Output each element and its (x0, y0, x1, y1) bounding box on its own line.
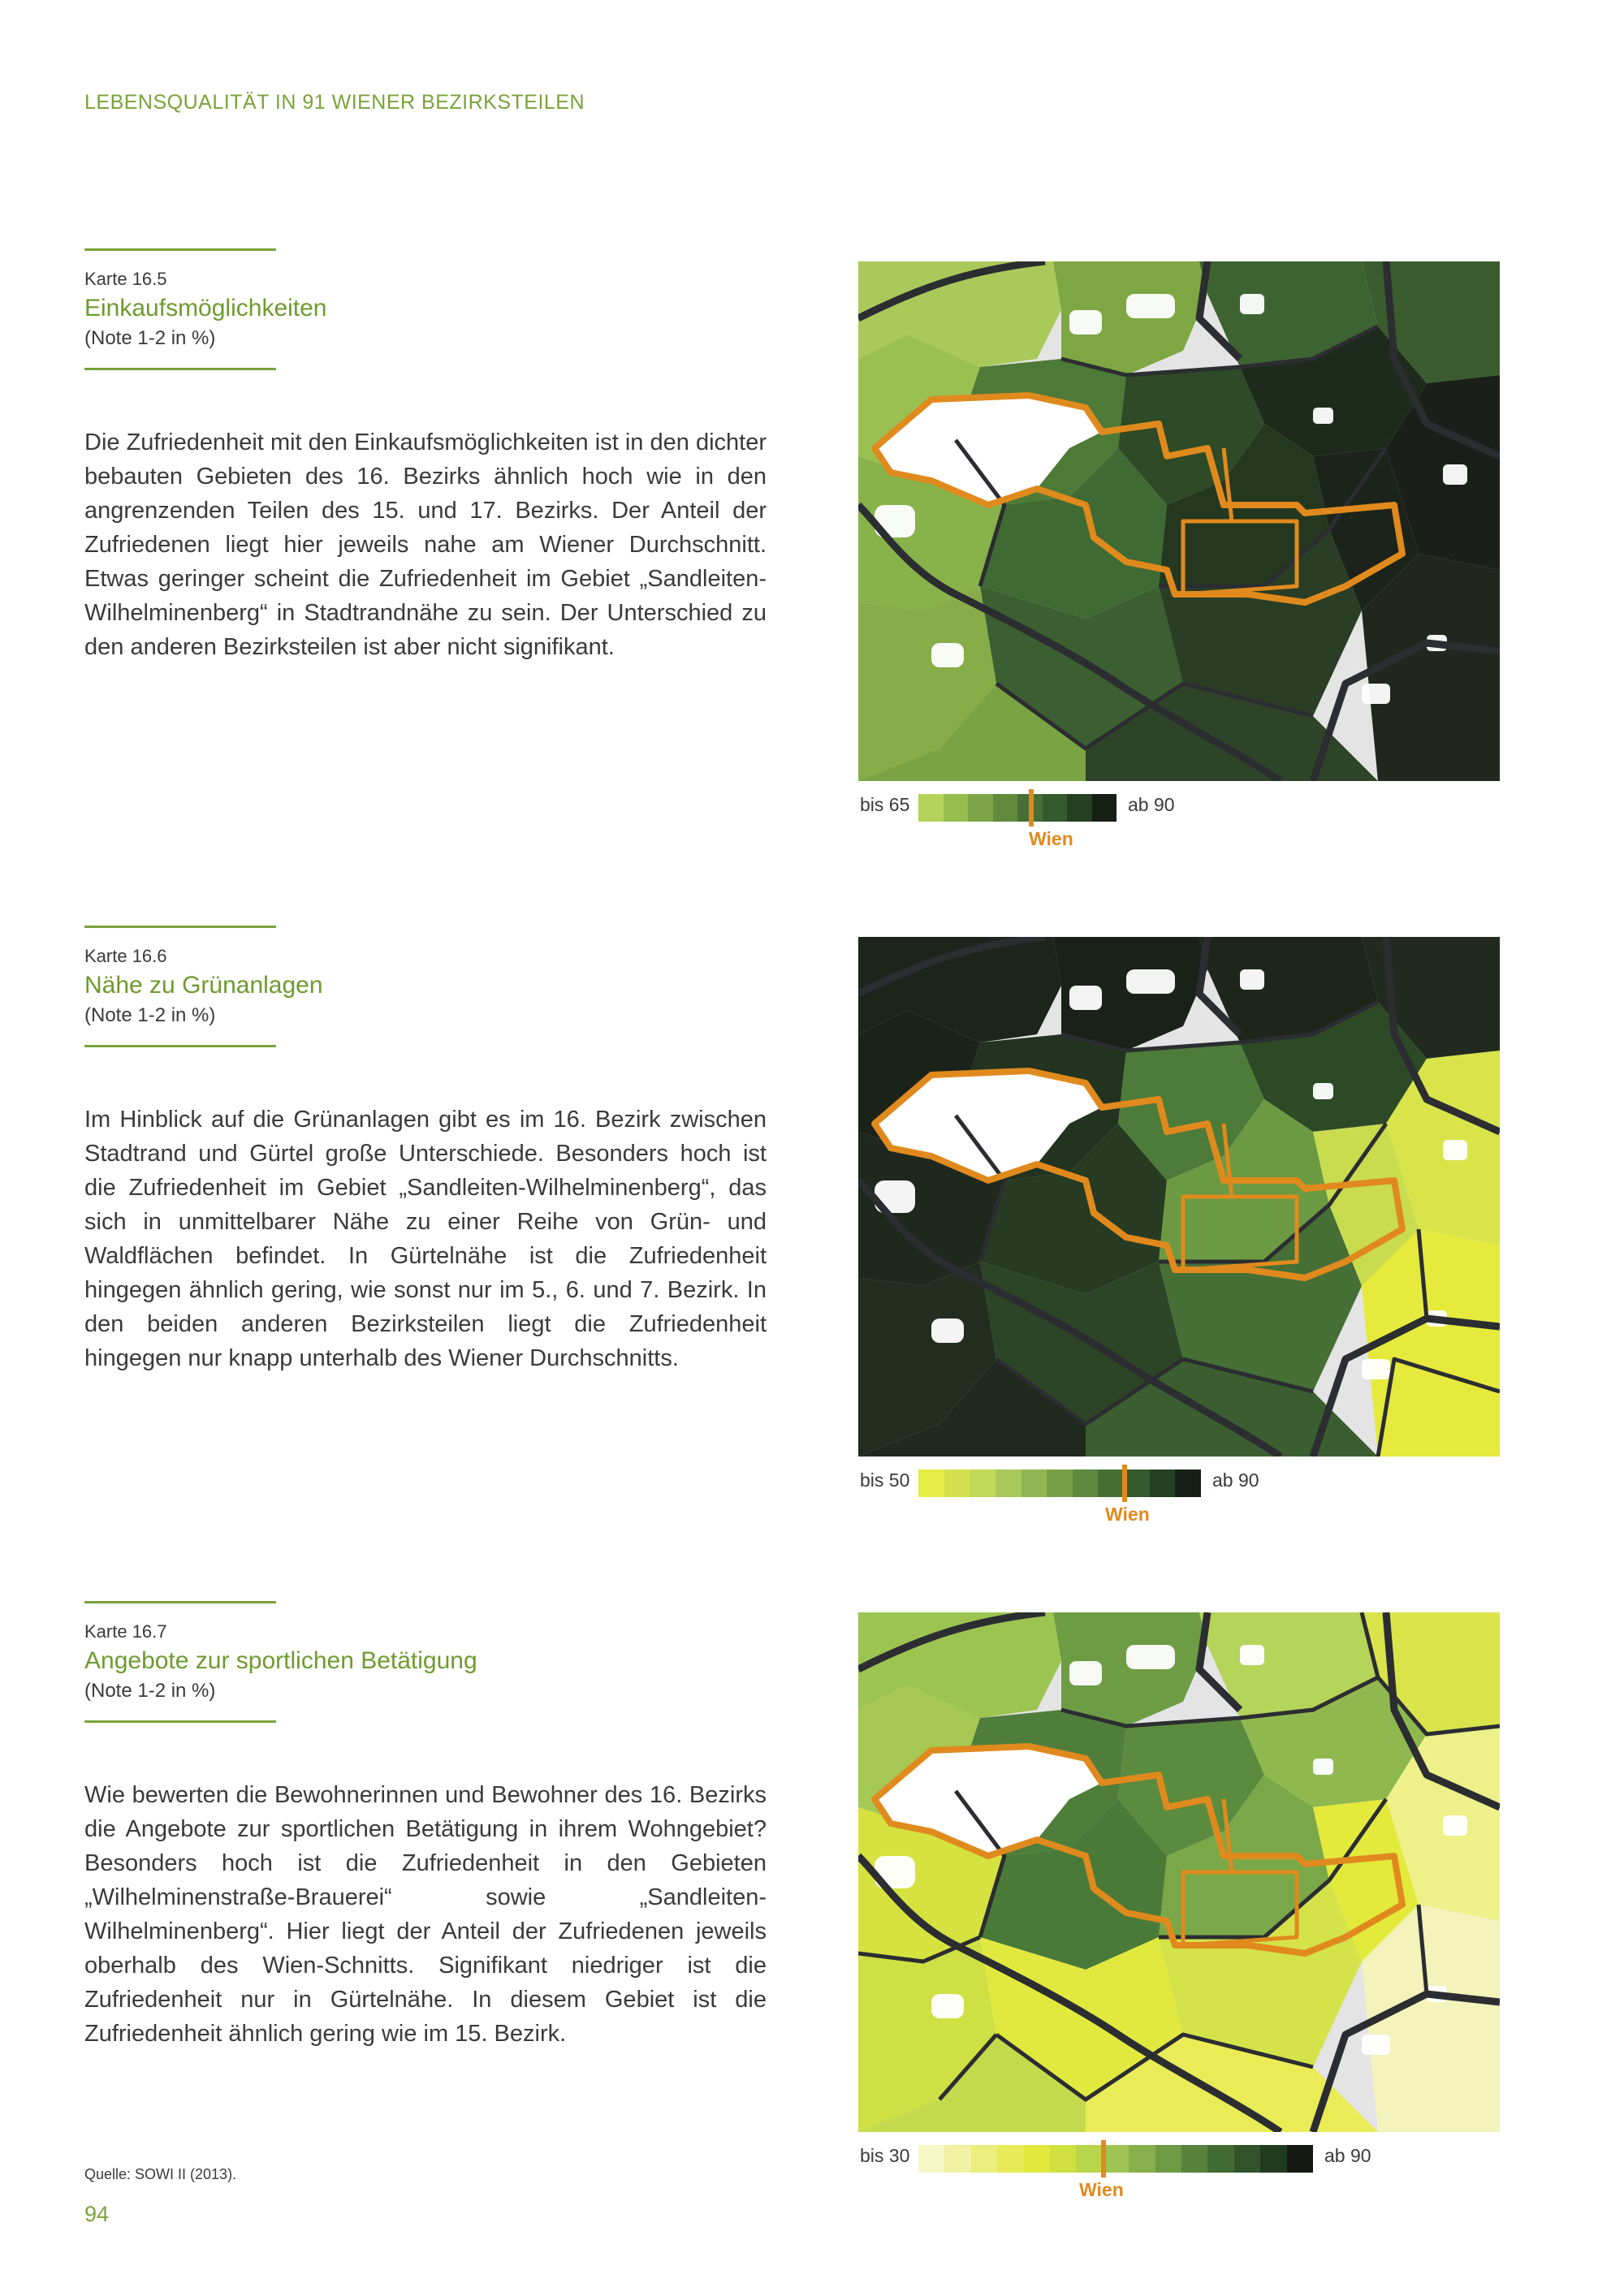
source-note: Quelle: SOWI II (2013). (84, 2166, 237, 2182)
legend-swatch (918, 794, 944, 822)
page-number: 94 (84, 2202, 110, 2226)
karte-section-16-5 (84, 248, 767, 664)
legend-swatch (968, 794, 993, 822)
legend-swatch (1073, 1470, 1099, 1497)
map-16-5-figure (858, 261, 1500, 849)
section-rule-top (84, 1601, 276, 1603)
legend-wien-marker (1029, 789, 1034, 826)
district-map-16-5 (858, 261, 1500, 781)
legend-swatch (1287, 2145, 1313, 2173)
legend-min-label: bis 65 (860, 794, 910, 815)
section-body-text: Die Zufriedenheit mit den Einkaufsmöglichkeiten ist in den dichter bebauten Gebieten des 16. Bezirks ähnlich hoch wie in den angrenzenden Teilen des 15. und 17. Bezirks. Der Anteil der Zufriedenen liegt hier jeweils nahe am Wiener Durchschnitt. Etwas geringer scheint die Zufriedenheit im Gebiet „Sandleiten-Wilhelminenberg“ in Stadtrandnähe zu sein. Der Unterschied zu den anderen Bezirksteilen ist aber nicht signifikant. (84, 429, 767, 660)
legend-swatch (1124, 1470, 1150, 1497)
legend-swatch (918, 1470, 944, 1497)
section-rule-bottom (84, 1045, 276, 1047)
legend-swatch (996, 1470, 1021, 1497)
legend-color-bar (918, 794, 1116, 822)
map-16-6-figure (858, 937, 1500, 1525)
legend-swatch (1260, 2145, 1286, 2173)
legend-swatch (1067, 794, 1092, 822)
legend-wien-marker (1122, 1465, 1127, 1502)
legend-swatch (1076, 2145, 1102, 2173)
karte-number: Karte 16.7 (84, 1621, 167, 1642)
running-header: LEBENSQUALITÄT IN 91 WIENER BEZIRKSTEILEN (84, 91, 585, 114)
legend-swatch (997, 2145, 1023, 2173)
legend-swatch (1181, 2145, 1207, 2173)
legend-swatch (1234, 2145, 1260, 2173)
section-rule-top (84, 248, 276, 251)
karte-title: Angebote zur sportlichen Betätigung (84, 1647, 477, 1674)
legend-swatch (970, 1470, 996, 1497)
legend-16-5 (858, 789, 1500, 849)
legend-swatch (1092, 794, 1117, 822)
karte-number: Karte 16.5 (84, 269, 167, 289)
legend-swatch (918, 2145, 944, 2173)
section-body-text: Wie bewerten die Bewohnerinnen und Bewohner des 16. Bezirks die Angebote zur sportlichen Betätigung in ihrem Wohngebiet? Besonders hoch ist die Zufriedenheit in den Gebieten „Wilhelminenstraße-Brauerei“ sowie „Sandleiten-Wilhelminenberg“. Hier liegt der Anteil der Zufriedenen jeweils oberhalb des Wien-Schnitts. Signifikant niedriger ist die Zufriedenheit nur in Gürtelnähe. In diesem Gebiet ist die Zufriedenheit ähnlich gering wie im 15. Bezirk. (84, 1782, 767, 2047)
legend-swatch (1175, 1470, 1201, 1497)
karte-section-16-6 (84, 926, 767, 1375)
legend-wien-label: Wien (1079, 2179, 1124, 2200)
legend-swatch (971, 2145, 997, 2173)
legend-min-label: bis 30 (860, 2145, 910, 2166)
legend-16-7 (858, 2140, 1500, 2200)
legend-wien-label: Wien (1029, 828, 1073, 849)
karte-note: (Note 1-2 in %) (84, 1004, 216, 1026)
karte-title: Nähe zu Grünanlagen (84, 972, 323, 999)
karte-title: Einkaufsmöglichkeiten (84, 295, 327, 322)
section-rule-top (84, 926, 276, 928)
legend-color-bar (918, 2145, 1313, 2173)
legend-swatch (1207, 2145, 1233, 2173)
legend-swatch (1043, 794, 1068, 822)
district-map-16-7 (858, 1612, 1500, 2132)
legend-swatch (993, 794, 1018, 822)
map-16-7-figure (858, 1612, 1500, 2200)
legend-wien-label: Wien (1105, 1504, 1150, 1525)
legend-swatch (944, 794, 969, 822)
legend-swatch (1047, 1470, 1073, 1497)
legend-swatch (1050, 2145, 1076, 2173)
legend-swatch (1129, 2145, 1155, 2173)
legend-min-label: bis 50 (860, 1470, 910, 1491)
legend-swatch (1155, 2145, 1181, 2173)
karte-note: (Note 1-2 in %) (84, 327, 216, 349)
legend-swatch (944, 2145, 970, 2173)
legend-max-label: ab 90 (1128, 794, 1175, 815)
legend-swatch (1024, 2145, 1050, 2173)
district-map-16-6 (858, 937, 1500, 1457)
legend-swatch (1098, 1470, 1124, 1497)
legend-swatch (944, 1470, 970, 1497)
karte-note: (Note 1-2 in %) (84, 1680, 216, 1702)
legend-swatch (1103, 2145, 1129, 2173)
legend-max-label: ab 90 (1212, 1470, 1259, 1491)
legend-max-label: ab 90 (1324, 2145, 1371, 2166)
legend-swatch (1150, 1470, 1176, 1497)
section-rule-bottom (84, 1720, 276, 1723)
legend-wien-marker (1101, 2140, 1106, 2177)
section-rule-bottom (84, 368, 276, 370)
karte-section-16-7 (84, 1601, 767, 2051)
legend-16-6 (858, 1465, 1500, 1525)
legend-color-bar (918, 1470, 1201, 1497)
legend-swatch (1021, 1470, 1047, 1497)
karte-number: Karte 16.6 (84, 946, 167, 966)
section-body-text: Im Hinblick auf die Grünanlagen gibt es im 16. Bezirk zwischen Stadtrand und Gürtel große Unterschiede. Besonders hoch ist die Zufriedenheit im Gebiet „Sandleiten-Wilhelminenberg“, das sich in unmittelbarer Nähe zu einer Reihe von Grün- und Waldflächen befindet. In Gürtelnähe ist die Zufriedenheit hingegen ähnlich gering, wie sonst nur im 5., 6. und 7. Bezirk. In den beiden anderen Bezirksteilen liegt die Zufriedenheit hingegen nur knapp unterhalb des Wiener Durchschnitts. (84, 1107, 767, 1371)
